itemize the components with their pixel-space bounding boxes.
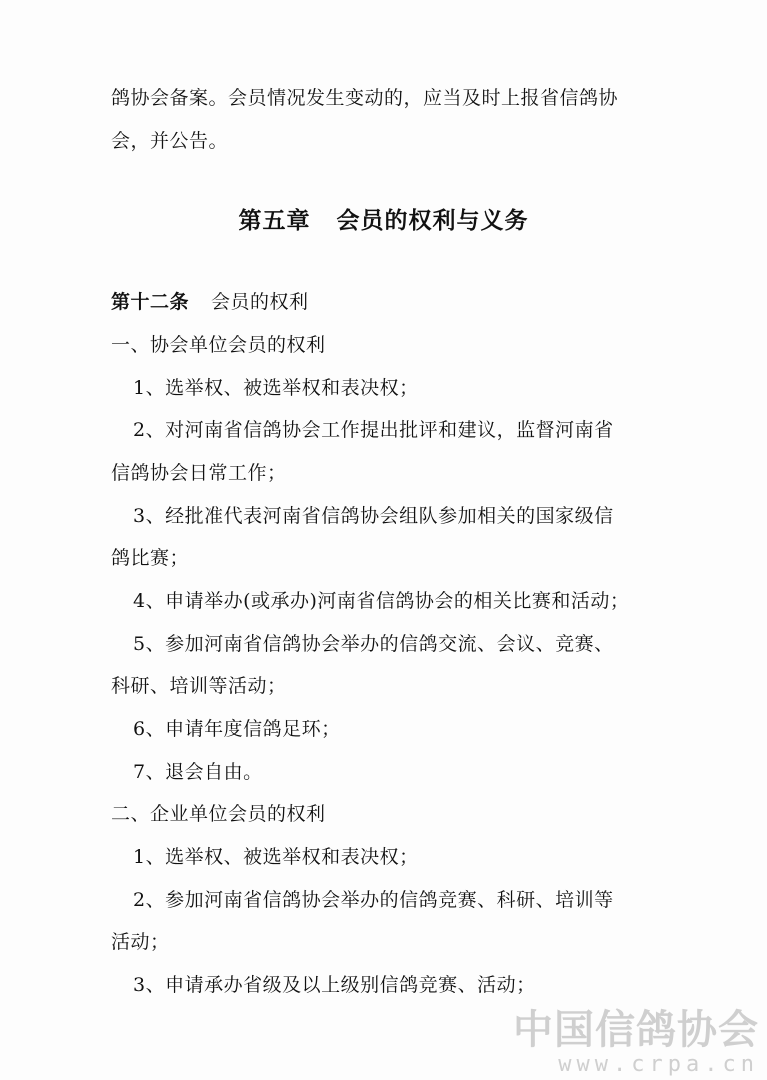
- chapter-number: 第五章: [238, 208, 311, 234]
- list-item: 1、选举权、被选举权和表决权；: [133, 377, 419, 399]
- chapter-title: 会员的权利与义务: [336, 208, 529, 234]
- list-item: 6、申请年度信鸽足环；: [133, 718, 341, 740]
- list-item-continuation: 科研、培训等活动；: [111, 675, 287, 697]
- list-item: 2、参加河南省信鸽协会举办的信鸽竞赛、科研、培训等: [133, 889, 614, 911]
- article-title: 会员的权利: [211, 291, 309, 313]
- list-item: 1、选举权、被选举权和表决权；: [133, 846, 419, 868]
- list-item: 4、申请举办(或承办)河南省信鸽协会的相关比赛和活动；: [133, 590, 630, 612]
- chapter-heading: [0, 202, 767, 235]
- section-heading-2: 二、企业单位会员的权利: [111, 803, 326, 825]
- article-label: 第十二条: [111, 291, 190, 313]
- list-item: 2、对河南省信鸽协会工作提出批评和建议，监督河南省: [133, 419, 614, 441]
- list-item: 7、退会自由。: [133, 761, 263, 783]
- intro-line-1: 鸽协会备案。会员情况发生变动的，应当及时上报省信鸽协: [111, 87, 619, 109]
- intro-line-2: 会，并公告。: [111, 130, 229, 152]
- list-item: 3、申请承办省级及以上级别信鸽竞赛、活动；: [133, 974, 536, 996]
- list-item-continuation: 信鸽协会日常工作；: [111, 462, 287, 484]
- list-item-continuation: 鸽比赛；: [111, 547, 190, 569]
- watermark-url: www.crpa.cn: [558, 1052, 759, 1077]
- watermark: [513, 1008, 759, 1078]
- section-heading-1: 一、协会单位会员的权利: [111, 334, 326, 356]
- list-item: 3、经批准代表河南省信鸽协会组队参加相关的国家级信: [133, 505, 614, 527]
- article-heading: [111, 290, 309, 314]
- watermark-name: 中国信鸽协会: [513, 1007, 759, 1053]
- list-item-continuation: 活动；: [111, 931, 170, 953]
- list-item: 5、参加河南省信鸽协会举办的信鸽交流、会议、竞赛、: [133, 633, 614, 655]
